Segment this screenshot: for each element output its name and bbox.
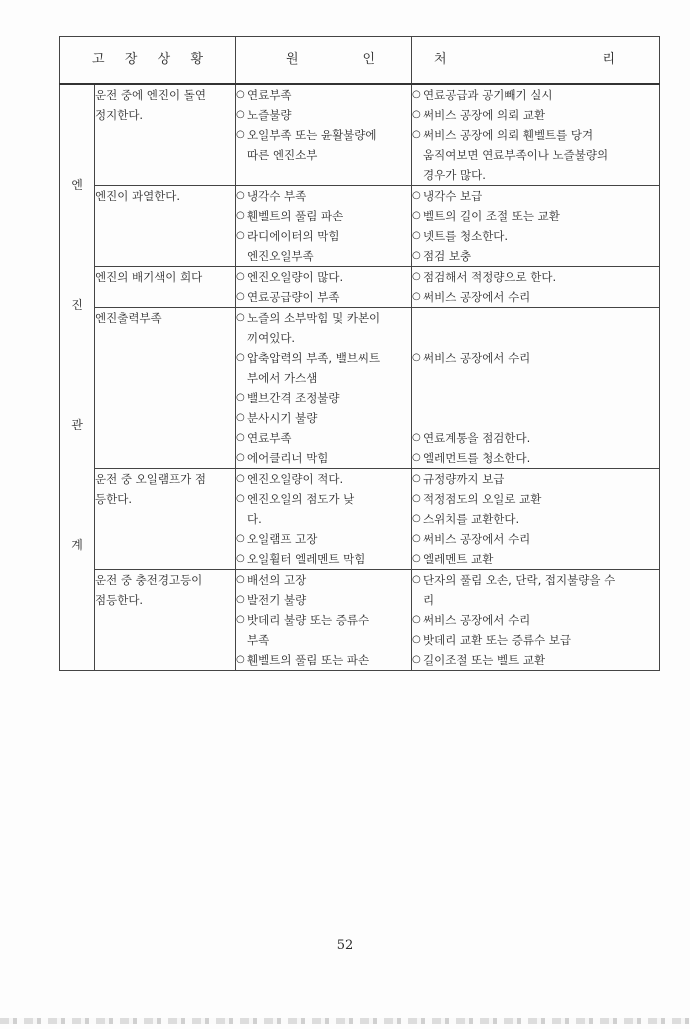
action-item: 써비스 공장에서 수리 [423, 532, 531, 546]
cause-item: 밧데리 불량 또는 증류수 [247, 613, 370, 627]
condition-cell [95, 267, 236, 308]
header-condition-char: 황 [190, 52, 203, 67]
cause-item-continuation: 끼여있다. [247, 331, 296, 345]
condition-line: 운전 중 오일램프가 점 [95, 472, 206, 486]
action-item: 스위치를 교환한다. [423, 512, 520, 526]
action-item-continuation: 리 [423, 593, 435, 607]
action-item: 넷트를 청소한다. [423, 229, 509, 243]
action-item: 엘레멘트 교환 [423, 552, 494, 566]
condition-line: 운전 중에 엔진이 돌연 [95, 88, 206, 102]
cause-item-continuation: 다. [247, 512, 262, 526]
cause-item: 발전기 불량 [247, 593, 307, 607]
cause-item: 엔진오일량이 적다. [247, 472, 344, 486]
condition-line: 점등한다. [95, 593, 144, 607]
header-condition [60, 37, 236, 85]
table-row [60, 84, 660, 186]
group-label-engine [60, 84, 95, 671]
table-row [60, 570, 660, 671]
table-row [60, 186, 660, 267]
action-item: 엘레먼트를 청소한다. [423, 451, 531, 465]
cause-item: 노즐불량 [247, 108, 292, 122]
troubleshooting-table [59, 36, 660, 671]
condition-line: 엔진이 과열한다. [95, 189, 181, 203]
cause-item: 배선의 고장 [247, 573, 307, 587]
condition-cell [95, 570, 236, 671]
action-item: 연료계통을 점검한다. [423, 431, 531, 445]
page-number: 52 [336, 938, 354, 953]
cause-cell: ○ 냉각수 부족 ○ 휀벨트의 풀림 파손 ○ 라디에이터의 막힘 엔진오일부족 [236, 186, 412, 267]
cause-item-continuation: 부족 [247, 633, 270, 647]
cause-item: 오일부족 또는 윤활불량에 [247, 128, 377, 142]
action-item: 써비스 공장에 의뢰 휀벨트를 당겨 [423, 128, 594, 142]
group-char: 계 [71, 538, 83, 552]
cause-item: 연료공급량이 부족 [247, 290, 340, 304]
action-item: 써비스 공장에서 수리 [423, 351, 531, 365]
action-item-continuation: 경우가 많다. [423, 168, 486, 182]
table-row [60, 267, 660, 308]
cause-item: 노즐의 소부막힘 및 카본이 [247, 311, 381, 325]
cause-item: 엔진오일량이 많다. [247, 270, 344, 284]
condition-line: 엔진출력부족 [95, 311, 162, 325]
action-cell: ○ 점검해서 적정량으로 한다. ○ 써비스 공장에서 수리 [412, 267, 660, 308]
cause-item: 휀벨트의 풀림 파손 [247, 209, 344, 223]
action-cell: ○ 단자의 풀림 오손, 단락, 접지불량을 수 리 ○ 써비스 공장에서 수리 ○ 밧데리 교환 또는 증류수 보급 ○ 길이조절 또는 벨트 교환 [412, 570, 660, 671]
header-condition-char: 장 [124, 52, 138, 67]
action-item: 점검해서 적정량으로 한다. [423, 270, 557, 284]
cause-item: 연료부족 [247, 88, 292, 102]
action-item: 연료공급과 공기빼기 실시 [423, 88, 553, 102]
action-item: 단자의 풀림 오손, 단락, 접지불량을 수 [423, 573, 616, 587]
cause-cell: ○ 노즐의 소부막힘 및 카본이 끼여있다. ○ 압축압력의 부족, 밸브씨트 부에서 가스샘 ○ 밸브간격 조정불량 ○ 분사시기 불량 ○ 연료부족 ○ 에어클리너 막힘 [236, 308, 412, 469]
condition-line: 등한다. [95, 492, 132, 506]
header-action-char: 처 [434, 52, 447, 67]
condition-cell [95, 186, 236, 267]
action-item: 적정점도의 오일로 교환 [423, 492, 542, 506]
action-item: 써비스 공장에 의뢰 교환 [423, 108, 546, 122]
table-row [60, 469, 660, 570]
cause-cell: ○ 엔진오일량이 적다. ○ 엔진오일의 점도가 낮 다. ○ 오일램프 고장 ○ 오일휠터 엘레멘트 막힘 [236, 469, 412, 570]
cause-item-continuation: 따른 엔진소부 [247, 148, 318, 162]
action-item: 냉각수 보급 [423, 189, 483, 203]
action-item: 써비스 공장에서 수리 [423, 290, 531, 304]
cause-item: 엔진오일의 점도가 낮 [247, 492, 355, 506]
cause-item: 냉각수 부족 [247, 189, 307, 203]
action-cell: ○ 냉각수 보급 ○ 벨트의 길이 조절 또는 교환 ○ 넷트를 청소한다. ○ 점검 보충 [412, 186, 660, 267]
action-cell: ○ 규정량까지 보급 ○ 적정점도의 오일로 교환 ○ 스위치를 교환한다. ○ 써비스 공장에서 수리 ○ 엘레멘트 교환 [412, 469, 660, 570]
action-cell: ○ 연료공급과 공기빼기 실시 ○ 써비스 공장에 의뢰 교환 ○ 써비스 공장에 의뢰 휀벨트를 당겨 움직여보면 연료부족이나 노즐불량의 경우가 많다. [412, 84, 660, 186]
cause-item: 에어클리너 막힘 [247, 451, 329, 465]
condition-line: 정지한다. [95, 108, 144, 122]
header-action [412, 37, 660, 85]
table-row [60, 308, 660, 469]
action-item: 점검 보충 [423, 249, 472, 263]
cause-item: 엔진오일부족 [247, 249, 314, 263]
cause-cell: ○ 배선의 고장 ○ 발전기 불량 ○ 밧데리 불량 또는 증류수 부족 ○ 휀벨트의 풀림 또는 파손 [236, 570, 412, 671]
condition-line: 엔진의 배기색이 희다 [95, 270, 203, 284]
cause-item: 휀벨트의 풀림 또는 파손 [247, 653, 370, 667]
cause-item: 압축압력의 부족, 밸브씨트 [247, 351, 381, 365]
header-condition-char: 고 [92, 52, 105, 67]
condition-line: 운전 중 충전경고등이 [95, 573, 203, 587]
action-item-continuation: 움직여보면 연료부족이나 노즐불량의 [423, 148, 609, 162]
header-condition-char: 상 [157, 52, 171, 67]
action-item: 규정량까지 보급 [423, 472, 505, 486]
header-action-char: 리 [602, 52, 615, 67]
action-item: 벨트의 길이 조절 또는 교환 [423, 209, 560, 223]
table-header-row [60, 37, 660, 85]
group-char: 엔 [71, 178, 83, 192]
action-cell: ○ 써비스 공장에서 수리 ○ 연료계통을 점검한다. ○ 엘레먼트를 청소한다. [412, 308, 660, 469]
header-cause-char: 원 [286, 52, 299, 67]
action-item: 밧데리 교환 또는 증류수 보급 [423, 633, 571, 647]
cause-cell: ○ 엔진오일량이 많다. ○ 연료공급량이 부족 [236, 267, 412, 308]
condition-cell [95, 84, 236, 186]
cause-cell: ○ 연료부족 ○ 노즐불량 ○ 오일부족 또는 윤활불량에 따른 엔진소부 [236, 84, 412, 186]
group-char: 진 [71, 298, 83, 312]
condition-cell [95, 469, 236, 570]
cause-item: 오일램프 고장 [247, 532, 318, 546]
group-char: 관 [71, 418, 83, 432]
cause-item: 오일휠터 엘레멘트 막힘 [247, 552, 366, 566]
condition-cell [95, 308, 236, 469]
cause-item-continuation: 부에서 가스샘 [247, 371, 318, 385]
scan-artifact-strip [0, 1018, 690, 1024]
cause-item: 밸브간격 조정불량 [247, 391, 340, 405]
action-item: 써비스 공장에서 수리 [423, 613, 531, 627]
cause-item: 연료부족 [247, 431, 292, 445]
header-cause [236, 37, 412, 85]
header-cause-char: 인 [362, 52, 375, 67]
cause-item: 분사시기 불량 [247, 411, 318, 425]
cause-item: 라디에이터의 막힘 [247, 229, 340, 243]
action-item: 길이조절 또는 벨트 교환 [423, 653, 546, 667]
